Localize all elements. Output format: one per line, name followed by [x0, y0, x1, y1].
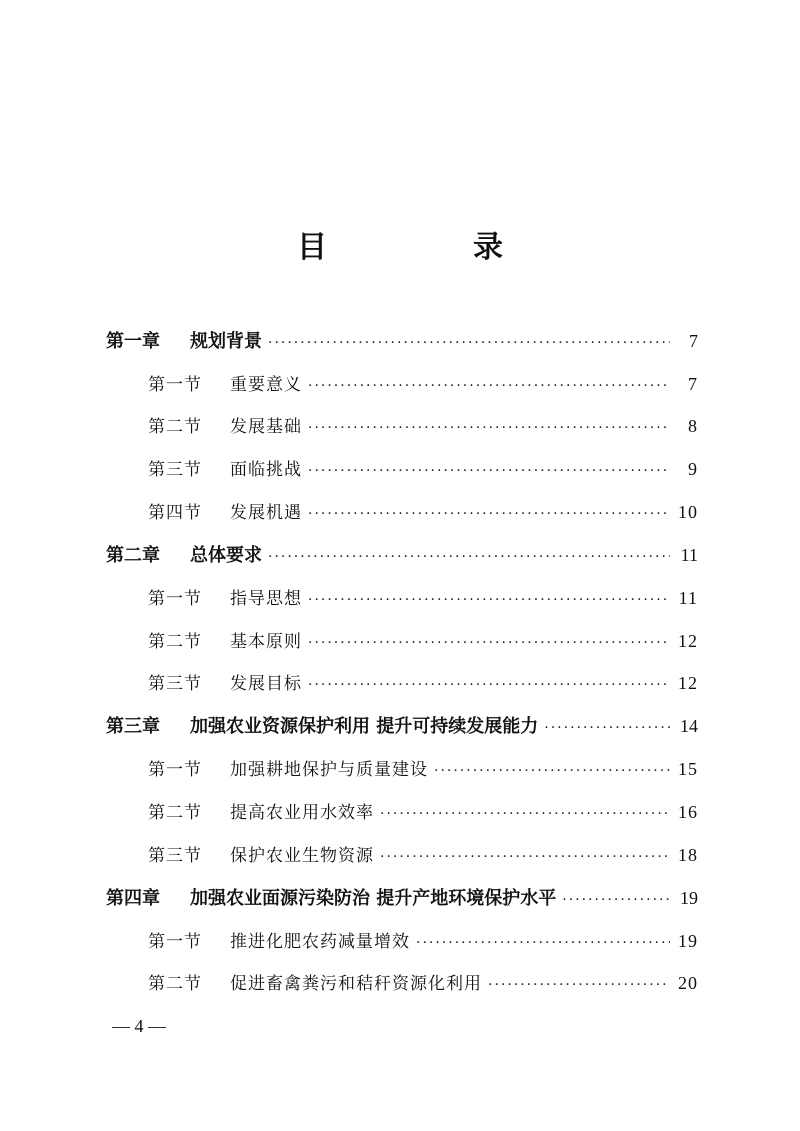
toc-section-1-4[interactable]: [148, 497, 698, 527]
toc-section-number: 第三节: [148, 460, 202, 480]
toc-leader-dots: [416, 928, 670, 958]
toc-leader-dots: [268, 328, 670, 358]
toc-chapter-1[interactable]: [106, 326, 698, 356]
toc-page-number: 7: [689, 331, 698, 351]
toc-chapter-2[interactable]: [106, 540, 698, 570]
toc-section-3-3[interactable]: [148, 840, 698, 870]
toc-section-2-1[interactable]: [148, 583, 698, 613]
toc-chapter-title: 总体要求: [190, 545, 262, 566]
toc-chapter-number: 第三章: [106, 716, 160, 737]
toc-leader-dots: [308, 371, 670, 401]
toc-chapter-title: 加强农业资源保护利用 提升可持续发展能力: [190, 716, 539, 737]
toc-page-number: 15: [678, 759, 698, 779]
toc-section-title: 保护农业生物资源: [230, 846, 374, 866]
toc-section-2-2[interactable]: [148, 626, 698, 656]
toc-leader-dots: [562, 885, 670, 915]
toc-section-title: 基本原则: [230, 632, 302, 652]
toc-leader-dots: [488, 970, 670, 1000]
toc-section-number: 第一节: [148, 932, 202, 952]
toc-page-number: 11: [678, 588, 698, 608]
toc-section-title: 指导思想: [230, 589, 302, 609]
toc-page-number: 20: [678, 973, 698, 993]
toc-leader-dots: [308, 670, 670, 700]
toc-section-title: 加强耕地保护与质量建设: [230, 760, 428, 780]
toc-chapter-number: 第二章: [106, 545, 160, 566]
toc-page-number: 8: [688, 416, 698, 436]
toc-leader-dots: [308, 413, 670, 443]
toc-page-number: 11: [680, 545, 698, 565]
toc-section-3-1[interactable]: [148, 754, 698, 784]
toc-leader-dots: [308, 628, 670, 658]
toc-section-2-3[interactable]: [148, 668, 698, 698]
toc-section-number: 第一节: [148, 760, 202, 780]
toc-leader-dots: [380, 842, 670, 872]
toc-page-number: 16: [678, 802, 698, 822]
toc-page-number: 18: [678, 845, 698, 865]
toc-leader-dots: [268, 542, 670, 572]
toc-chapter-title: 规划背景: [190, 331, 262, 352]
toc-section-4-2[interactable]: [148, 968, 698, 998]
toc-leader-dots: [308, 456, 670, 486]
toc-section-3-2[interactable]: [148, 797, 698, 827]
toc-page-number: 12: [678, 631, 698, 651]
page-footer-number: — 4 —: [112, 1016, 166, 1036]
toc-leader-dots: [544, 713, 670, 743]
toc-page-number: 10: [678, 502, 698, 522]
toc-section-number: 第三节: [148, 674, 202, 694]
toc-section-title: 发展目标: [230, 674, 302, 694]
toc-section-number: 第一节: [148, 375, 202, 395]
toc-section-title: 发展基础: [230, 417, 302, 437]
page-title: 目 录: [297, 230, 561, 265]
toc-section-number: 第三节: [148, 846, 202, 866]
toc-section-1-1[interactable]: [148, 369, 698, 399]
toc-page-number: 9: [688, 459, 698, 479]
toc-page-number: 14: [680, 716, 698, 736]
toc-section-number: 第二节: [148, 803, 202, 823]
toc-section-title: 推进化肥农药减量增效: [230, 932, 410, 952]
toc-page-number: 12: [678, 673, 698, 693]
toc-chapter-4[interactable]: [106, 883, 698, 913]
toc-section-title: 发展机遇: [230, 503, 302, 523]
toc-section-number: 第一节: [148, 589, 202, 609]
toc-section-title: 重要意义: [230, 375, 302, 395]
toc-section-4-1[interactable]: [148, 926, 698, 956]
toc-leader-dots: [308, 499, 670, 529]
toc-leader-dots: [434, 756, 670, 786]
toc-chapter-3[interactable]: [106, 711, 698, 741]
toc-section-number: 第四节: [148, 503, 202, 523]
toc-leader-dots: [380, 799, 670, 829]
toc-page-number: 19: [678, 931, 698, 951]
toc-leader-dots: [308, 585, 670, 615]
toc-section-1-3[interactable]: [148, 454, 698, 484]
toc-section-title: 面临挑战: [230, 460, 302, 480]
toc-page-number: 7: [688, 374, 698, 394]
toc-chapter-number: 第四章: [106, 888, 160, 909]
toc-section-number: 第二节: [148, 632, 202, 652]
toc-section-title: 促进畜禽粪污和秸秆资源化利用: [230, 974, 482, 994]
toc-section-1-2[interactable]: [148, 411, 698, 441]
toc-chapter-title: 加强农业面源污染防治 提升产地环境保护水平: [190, 888, 557, 909]
toc-section-number: 第二节: [148, 974, 202, 994]
toc-page-number: 19: [680, 888, 698, 908]
toc-section-title: 提高农业用水效率: [230, 803, 374, 823]
toc-section-number: 第二节: [148, 417, 202, 437]
toc-chapter-number: 第一章: [106, 331, 160, 352]
